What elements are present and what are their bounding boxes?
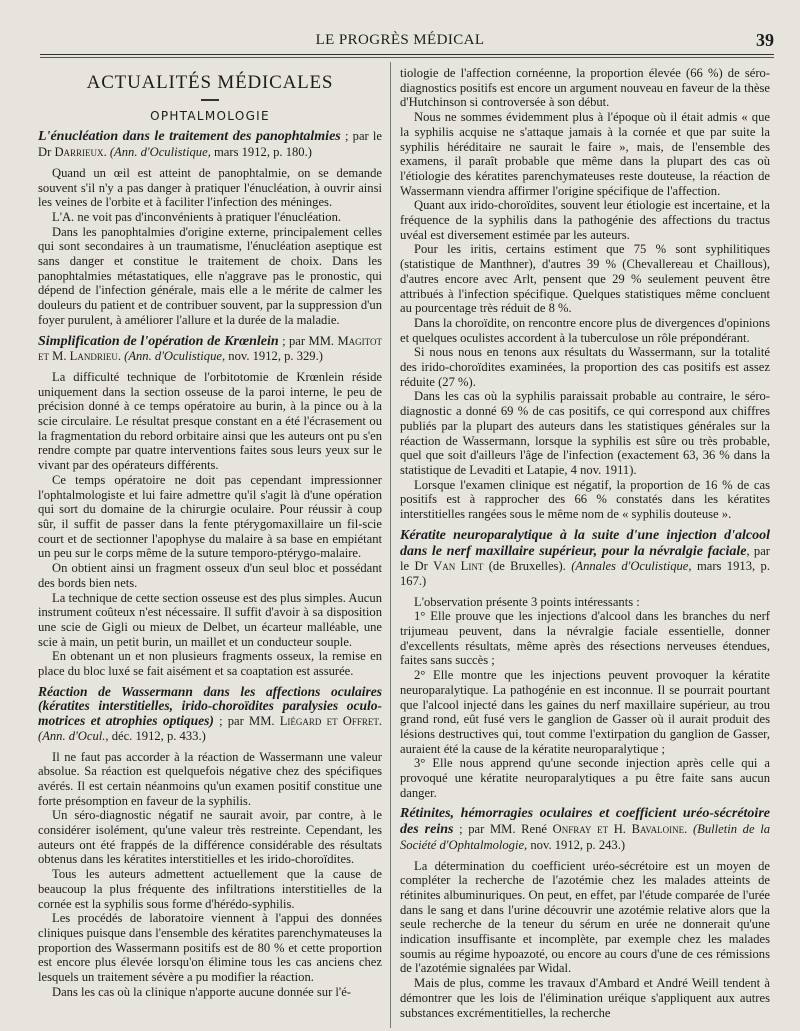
paragraph: On obtient ainsi un fragment osseux d'un seul bloc et possédant des bords bien nets. [38,561,382,590]
article-place: (de Bruxelles). [488,559,566,574]
article-byline: ; par MM. [282,333,335,348]
article-date: nov. 1912, p. 329.) [228,349,323,364]
page-number: 39 [756,30,774,50]
article-heading: L'énucléation dans le traitement des panophtalmies ; par le Dr Darrieux. (Ann. d'Oculistique, mars 1912, p. 180.) [38,129,382,160]
section-divider [201,99,219,101]
paragraph: Quant aux irido-choroïdites, souvent leur étiologie est incertaine, et la fréquence de la syphilis dans la pathogénie des affections du tractus uvéal est diversement estimée par les auteurs. [400,198,770,242]
article-author: Liégard et Offret [279,714,379,729]
article-byline: , par le Dr [400,543,770,574]
paragraph: Ce temps opératoire ne doit pas cependant impressionner l'ophtalmologiste et lui faire admettre qu'il s'agit là d'une opération qui sort du domaine de la chirurgie oculaire. Pour réussir à coup sûr, il suffit de passer dans la fente ptérygomaxillaire un fil-scie court et de sectionner l'apophyse du malaire à sa base en empiétant un peu sur le corps même de la suture temporo-ptérygo-malaire. [38,472,382,561]
article-kroenlein [38,334,382,679]
article-title: Simplification de l'opération de Krœnlein [38,333,279,349]
article-byline: ; par MM. [219,714,275,729]
article-author: Magitot et M. Landrieu [38,333,382,364]
article-source: (Ann. d'Oculistique, [109,145,211,160]
article-byline: ; par le Dr [38,129,382,160]
article-heading: Réaction de Wassermann dans les affections oculaires (kératites interstitielles, irido-choroïdites paralysies oculo-motrices et atrophies optiques) ; par MM. Liégard et Offret. (Ann. d'Ocul., déc. 1912, p. 433.) [38,683,382,743]
paragraph: Dans les cas où la clinique n'apporte aucune donnée sur l'é- [52,984,351,999]
article-enucleation [38,129,382,327]
paragraph: La difficulté technique de l'orbitotomie de Krœnlein réside uniquement dans la section osseuse de la paroi interne, le peu de précision donné à ce temps opératoire au burin, à la pince ou à la scie circulaire. Le résultat presque constant en a été l'écrasement ou la fragmentation du rebord orbitaire ainsi que les auteurs ont pu s'en rendre compte par quatre interventions faites sous leurs yeux sur le vivant par des opérateurs différents. [38,369,382,473]
article-author: Van Lint [433,559,484,574]
section-subtitle: OPHTALMOLOGIE [150,108,270,123]
paragraph: Si nous nous en tenons aux résultats du Wassermann, sur la totalité des irido-choroïdites examinées, la proportion des cas positifs est assez réduite (27 %). [400,345,770,389]
article-date: déc. 1912, p. 433.) [111,728,206,743]
paragraph: Lorsque l'examen clinique est négatif, la proportion de 16 % de cas positifs est à rapprocher des 66 % constatés dans les kératites interstitielles rangées sous le même nom de « syphilis douteuse ». [400,477,770,522]
article-keratite [400,528,770,801]
section-title: ACTUALITÉS MÉDICALES [86,72,334,93]
paragraph: En obtenant un et non plusieurs fragments osseux, la remise en place du bloc luxé se fait aisément et sa coaptation est assurée. [38,649,382,679]
paragraph: L'A. ne voit pas d'inconvénients à pratiquer l'énucléation. [52,209,342,224]
paragraph: tiologie de l'affection cornéenne, la proportion élevée (66 %) de séro-diagnostics positifs est encore un argument nouveau en faveur de la thèse d'Hutchinson si controversée à son début. [400,66,770,110]
article-date: mars 1913, p. 167.) [400,559,770,588]
article-heading: Simplification de l'opération de Krœnlein ; par MM. Magitot et M. Landrieu. (Ann. d'Oculistique, nov. 1912, p. 329.) [38,333,382,364]
paragraph: La technique de cette section osseuse est des plus simples. Aucun instrument coûteux n'est nécessaire. Il suffit d'avoir à sa disposition une scie de Gigli ou mieux de Delbet, un écarteur malléable, une scie à main, un petit burin, un maillet et un conducteur souple. [38,590,382,649]
article-heading: Rétinites, hémorragies oculaires et coefficient uréo-sécrétoire des reins ; par MM. René Onfray et H. Bavaloine. (Bulletin de la Société d'Ophtalmologie, nov. 1912, p. 243.) [400,806,770,852]
paragraph: 2° Elle montre que les injections peuvent provoquer la kératite neuroparalytique. La pathogénie en est inconnue. Il se pourrait pourtant que l'alcool injecté dans les gaines du nerf maxillaire supérieur, au trou grand rond, eût fusé vers le ganglion de Gasser où il aurait produit des lésions destructives qui, tout comme l'extirpation du ganglion de Gasser, auraient été la cause de la kératite neuroparalytique ; [400,668,770,756]
paragraph: Quand un œil est atteint de panophtalmie, on se demande souvent s'il n'y a pas danger à pratiquer l'énucléation, à ouvrir ainsi les veines de l'orbite et à faciliter l'infection des méninges. [38,165,382,210]
article-date: nov. 1912, p. 243.) [530,837,626,852]
paragraph: Dans les cas où la syphilis paraissait probable au contraire, le séro-diagnostic a donné 69 % de cas positifs, ce qui correspond aux chiffres publiés par la plupart des auteurs dans les statistiques générales sur la réaction de Wassermann, lorsque la syphilis est sûre ou très probable, quel que soit d'ailleurs l'âge de l'infection (exactement 63, 36 % dans la statistique de Levaditi et Latapie, 4 nov. 1911). [400,389,770,477]
article-source: (Ann. d'Oculistique, [124,349,226,364]
paragraph: Dans la choroïdite, on rencontre encore plus de divergences d'opinions et quelques oculistes accordent à la tuberculose un rôle prépondérant. [400,315,770,345]
paragraph: 3° Elle nous apprend qu'une seconde injection après celle qui a provoqué une kératite neuroparalytiques a pu être faite sans aucun danger. [400,756,770,800]
journal-title: LE PROGRÈS MÉDICAL [315,32,485,48]
paragraph: Tous les auteurs admettent actuellement que la cause de beaucoup la plus fréquente des infiltrations interstitielles de la cornée est la syphilis sous forme d'hérédo-syphilis. [38,867,382,911]
article-title: Réaction de Wassermann dans les affections oculaires (kératites interstitielles, irido-choroïdites paralysies oculo-motrices et atrophies optiques) [38,683,382,729]
article-source: (Ann. d'Ocul., [38,728,109,743]
paragraph: Il ne faut pas accorder à la réaction de Wassermann une valeur absolue. Sa réaction est quelquefois négative chez des spécifiques avérés. Il est certain néanmoins qu'un examen positif constitue une forte présomption en faveur de la syphilis. [38,749,382,808]
article-title: Rétinites, hémorragies oculaires et coefficient uréo-sécrétoire des reins [400,806,770,838]
article-date: mars 1912, p. 180.) [214,145,312,160]
article-byline: ; par MM. René [459,822,548,837]
paragraph: L'observation présente 3 points intéressants : [414,594,640,609]
article-retinites [400,806,770,1020]
paragraph: La détermination du coefficient uréo-sécrétoire est un moyen de compléter la recherche de l'azotémie chez les malades atteints de rétinites albuminuriques. On peut, en effet, par l'étude comparée de l'urée dans le sang et dans l'urine découvrir une azotémie relative alors que la seule recherche de la teneur du sérum en urée ne donnerait qu'une indication insuffisante et incomplète, par exemple chez les malades soumis au régime hypoazoté, ou encore au cours d'une de ces rémissions de l'azotémie signalées par Widal. [400,858,770,976]
article-wassermann-continued [400,66,770,522]
paragraph: Mais de plus, comme les travaux d'Ambard et André Weill tendent à démontrer que les lois de l'élimination uréique s'appliquent aux autres substances excrémentitielles, la recherche [400,976,770,1020]
article-source: (Bulletin de la Société d'Ophtalmologie, [400,822,770,852]
article-title: L'énucléation dans le traitement des panophtalmies [38,129,341,145]
article-title: Kératite neuroparalytique à la suite d'une injection d'alcool dans le nerf maxillaire supérieur, pour la névralgie faciale [400,527,770,559]
paragraph: Nous ne sommes évidemment plus à l'époque où il était admis « que la syphilis acquise ne s'attaque jamais à la cornée et que par suite la syphilis héréditaire ne saurait le faire », mais, de l'ensemble des examens, il paraît probable que même dans la plupart des cas où l'étiologie des kératites parenchymateuses reste douteuse, la réaction de Wassermann viendra affirmer l'origine spécifique de l'affection. [400,110,770,198]
article-author: Darrieux [54,145,104,160]
left-column [38,64,382,1026]
article-wassermann [38,685,382,1000]
running-head [0,0,800,58]
paragraph: Les procédés de laboratoire viennent à l'appui des données cliniques puisque dans l'ensemble des kératites parenchymateuses la proportion des Wassermann positifs est de 80 % et cette proportion est encore plus élevée lorsqu'on élimine tous les cas anciens chez lesquels un traitement sévère a pu modifier la réaction. [38,911,382,985]
article-heading [400,528,770,589]
article-author: Onfray et H. Bavaloine [552,822,685,837]
paragraph: Dans les panophtalmies d'origine externe, principalement celles qui sont secondaires à un traumatisme, l'énucléation aseptique est sans danger et constitue le traitement de choix. Dans les panophtalmies métastatiques, elle n'aggrave pas le pronostic, qui dépend de l'infection générale, mais elle a le mérite de calmer les douleurs du patient et de contribuer souvent, par la suppression d'un foyer purulent, à améliorer l'allure et la durée de la maladie. [38,224,382,327]
paragraph: Un séro-diagnostic négatif ne saurait avoir, par contre, à le considérer isolément, qu'une valeur très restreinte. Cependant, les auteurs ont été frappés de la différence considérable des résultats obtenus dans les kératites interstitielles et les irido-choroïdites. [38,808,382,867]
right-column [400,64,770,1026]
article-source: (Annales d'Oculistique, [571,559,692,574]
paragraph: Pour les iritis, certains estiment que 75 % sont syphilitiques (statistique de Manthner), d'autres 39 % (Chevallereau et Chaillous), d'autres encore avec Arlt, pensent que 29 % seulement peuvent être attribués à l'infection spécifique. Quelques statistiques même concluent au pourcentage très réduit de 8 %. [400,242,770,316]
column-divider [390,62,391,1028]
paragraph: 1° Elle prouve que les injections d'alcool dans les branches du nerf trijumeau peuvent, dans la névralgie faciale essentielle, donner d'excellents résultats, même après des résections nerveuses étendues, faites sans succès ; [400,609,770,668]
header-rule [40,54,774,58]
